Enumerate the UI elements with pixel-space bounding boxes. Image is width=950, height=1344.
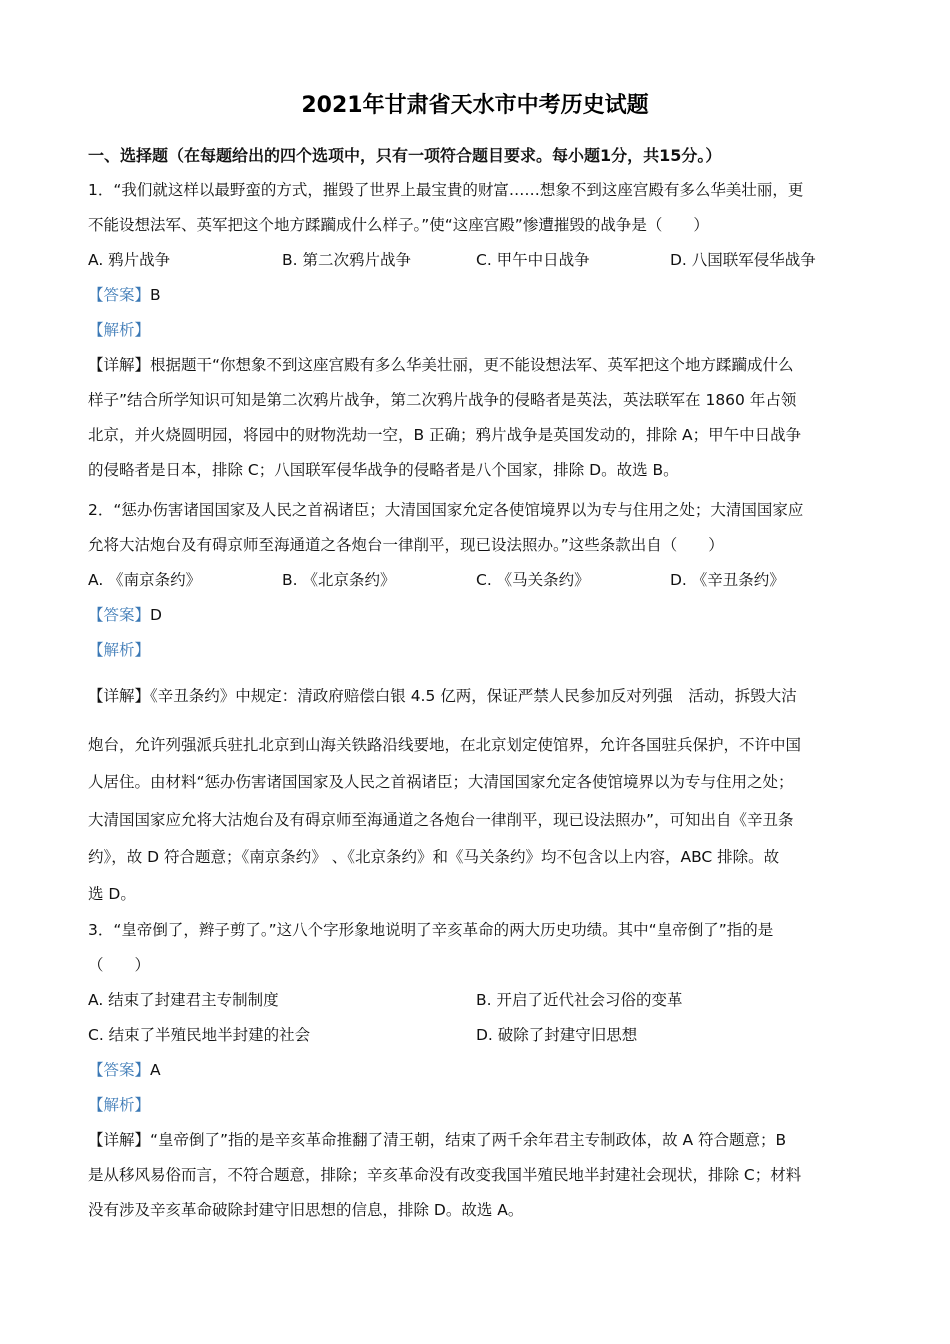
q1-answer-value: B xyxy=(150,286,161,304)
q1-option-b: B. 第二次鸦片战争 xyxy=(282,251,411,269)
q1-detail-line-2: 样子”结合所学知识可知是第二次鸦片战争，第二次鸦片战争的侵略者是英法，英法联军在 1860 年占领 xyxy=(88,391,797,409)
q2-detail-text-1: 《辛丑条约》中规定：清政府赔偿白银 4.5 亿两，保证严禁人民参加反对列强 活动，拆毁大沽 xyxy=(150,687,797,705)
answer-label: 【答案】 xyxy=(88,1061,151,1079)
q3-detail-line-3: 没有涉及辛亥革命破除封建守旧思想的信息，排除 D。故选 A。 xyxy=(88,1201,524,1219)
q1-option-d: D. 八国联军侵华战争 xyxy=(670,251,816,269)
q2-detail-line-5: 约》，故 D 符合题意；《南京条约》 、《北京条约》和《马关条约》均不包含以上内容，ABC 排除。故 xyxy=(88,848,780,866)
q3-stem-line-1: 3．“皇帝倒了，辫子剪了。”这八个字形象地说明了辛亥革命的两大历史功绩。其中“皇帝倒了”指的是 xyxy=(88,921,774,939)
q2-detail-line-1 xyxy=(88,684,868,706)
q3-option-c: C. 结束了半殖民地半封建的社会 xyxy=(88,1026,311,1044)
q2-answer xyxy=(88,603,868,625)
detail-label: 【详解】 xyxy=(88,356,151,374)
q1-option-c: C. 甲午中日战争 xyxy=(476,251,590,269)
detail-label: 【详解】 xyxy=(88,1131,151,1149)
analysis-label: 【解析】 xyxy=(88,1096,151,1114)
answer-label: 【答案】 xyxy=(88,606,151,624)
q1-answer xyxy=(88,283,868,305)
q1-stem-line-1: 1．“我们就这样以最野蛮的方式，摧毁了世界上最宝貴的财富……想象不到这座宫殿有多么华美壮丽，更 xyxy=(88,181,804,199)
q3-option-d: D. 破除了封建守旧思想 xyxy=(476,1026,638,1044)
q2-analysis xyxy=(88,638,868,660)
q2-option-c: C. 《马关条约》 xyxy=(476,571,590,589)
q3-analysis xyxy=(88,1093,868,1115)
section-heading: 一、选择题（在每题给出的四个选项中，只有一项符合题目要求。每小题1分，共15分。） xyxy=(88,146,722,165)
q1-detail-text-1: 根据题干“你想象不到这座宫殿有多么华美壮丽，更不能设想法军、英军把这个地方蹂躏成什么 xyxy=(150,356,794,374)
analysis-label: 【解析】 xyxy=(88,641,151,659)
q2-stem-line-2: 允将大沽炮台及有碍京师至海通道之各炮台一律削平，现已设法照办。”这些条款出自（ ） xyxy=(88,536,724,554)
q3-detail-line-2: 是从移风易俗而言，不符合题意，排除；辛亥革命没有改变我国半殖民地半封建社会现状，排除 C；材料 xyxy=(88,1166,802,1184)
q2-stem-line-1: 2．“惩办伤害诸国国家及人民之首祸诸臣；大清国国家允定各使馆境界以为专与住用之处；大清国国家应 xyxy=(88,501,804,519)
answer-label: 【答案】 xyxy=(88,286,151,304)
detail-label: 【详解】 xyxy=(88,687,151,705)
q2-option-a: A. 《南京条约》 xyxy=(88,571,202,589)
analysis-label: 【解析】 xyxy=(88,321,151,339)
q3-detail-text-1: “皇帝倒了”指的是辛亥革命推翻了清王朝，结束了两千余年君主专制政体，故 A 符合题意；B xyxy=(150,1131,787,1149)
q1-stem-line-2: 不能设想法军、英军把这个地方蹂躏成什么样子。”使“这座宫殿”惨遭摧毁的战争是（ ） xyxy=(88,216,709,234)
q2-option-d: D. 《辛丑条约》 xyxy=(670,571,785,589)
q2-answer-value: D xyxy=(150,606,162,624)
q1-option-a: A. 鸦片战争 xyxy=(88,251,171,269)
q2-detail-line-6: 选 D。 xyxy=(88,885,136,903)
page-title: 2021年甘肃省天水市中考历史试题 xyxy=(301,93,649,118)
q3-answer-value: A xyxy=(150,1061,161,1079)
q3-stem-line-2: （ ） xyxy=(88,956,151,974)
q2-detail-line-4: 大清国国家应允将大沽炮台及有碍京师至海通道之各炮台一律削平，现已设法照办”，可知出自《辛丑条 xyxy=(88,811,794,829)
q3-answer xyxy=(88,1058,868,1080)
q2-option-b: B. 《北京条约》 xyxy=(282,571,396,589)
q3-option-b: B. 开启了近代社会习俗的变革 xyxy=(476,991,683,1009)
q2-detail-line-2: 炮台，允许列强派兵驻扎北京到山海关铁路沿线要地，在北京划定使馆界，允许各国驻兵保护，不许中国 xyxy=(88,736,802,754)
q1-detail-line-1 xyxy=(88,353,868,375)
q1-analysis xyxy=(88,318,868,340)
q1-detail-line-4: 的侵略者是日本，排除 C；八国联军侵华战争的侵略者是八个国家，排除 D。故选 B。 xyxy=(88,461,679,479)
q2-detail-line-3: 人居住。由材料“惩办伤害诸国国家及人民之首祸诸臣；大清国国家允定各使馆境界以为专与住用之处； xyxy=(88,773,794,791)
q1-detail-line-3: 北京，并火烧圆明园，将园中的财物洗劫一空，B 正确；鸦片战争是英国发动的，排除 A；甲午中日战争 xyxy=(88,426,802,444)
q3-detail-line-1 xyxy=(88,1128,868,1150)
q3-option-a: A. 结束了封建君主专制制度 xyxy=(88,991,279,1009)
